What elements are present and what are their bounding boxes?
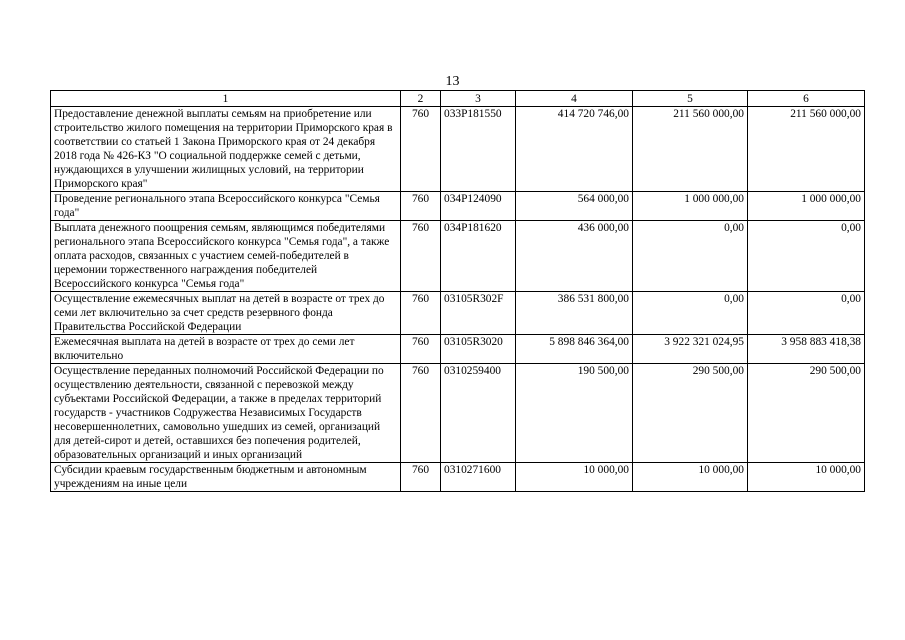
row-code: 760 [401, 292, 441, 335]
row-code: 760 [401, 221, 441, 292]
header-col-5: 5 [633, 91, 748, 107]
row-sum-1: 414 720 746,00 [516, 107, 633, 192]
table-header-row [51, 91, 865, 107]
row-csr: 034P181620 [441, 221, 516, 292]
row-sum-1: 564 000,00 [516, 192, 633, 221]
row-sum-3: 211 560 000,00 [748, 107, 865, 192]
row-csr: 033P181550 [441, 107, 516, 192]
row-sum-1: 436 000,00 [516, 221, 633, 292]
row-sum-2: 211 560 000,00 [633, 107, 748, 192]
row-name: Ежемесячная выплата на детей в возрасте от трех до семи лет включительно [51, 335, 401, 364]
row-sum-1: 386 531 800,00 [516, 292, 633, 335]
row-name: Осуществление переданных полномочий Российской Федерации по осуществлению деятельности, связанной с перевозкой между субъектами Российской Федерации, а также в пределах территорий государств - участников Содружества Независимых Государств несовершеннолетних, самовольно ушедших из семей, организаций для детей-сирот и детей, оставшихся без попечения родителей, образовательных организаций и иных организаций [51, 364, 401, 463]
row-code: 760 [401, 107, 441, 192]
table-row [51, 107, 865, 192]
row-code: 760 [401, 192, 441, 221]
row-sum-2: 0,00 [633, 292, 748, 335]
header-col-2: 2 [401, 91, 441, 107]
row-code: 760 [401, 335, 441, 364]
row-name: Выплата денежного поощрения семьям, являющимся победителями регионального этапа Всероссийского конкурса "Семья года", а также оплата расходов, связанных с участием семей-победителей в церемонии торжественного награждения победителей Всероссийского конкурса "Семья года" [51, 221, 401, 292]
row-sum-3: 10 000,00 [748, 463, 865, 492]
row-name: Предоставление денежной выплаты семьям на приобретение или строительство жилого помещения на территории Приморского края в соответствии со статьей 1 Закона Приморского края от 24 декабря 2018 года № 426-КЗ "О социальной поддержке семей с детьми, нуждающихся в улучшении жилищных условий, на территории Приморского края" [51, 107, 401, 192]
row-name: Проведение регионального этапа Всероссийского конкурса "Семья года" [51, 192, 401, 221]
header-col-3: 3 [441, 91, 516, 107]
row-sum-2: 0,00 [633, 221, 748, 292]
row-sum-3: 290 500,00 [748, 364, 865, 463]
row-sum-3: 0,00 [748, 292, 865, 335]
row-sum-1: 5 898 846 364,00 [516, 335, 633, 364]
row-csr: 034P124090 [441, 192, 516, 221]
row-code: 760 [401, 364, 441, 463]
page-number: 13 [445, 74, 460, 89]
table-row [51, 221, 865, 292]
header-col-1: 1 [51, 91, 401, 107]
row-name: Субсидии краевым государственным бюджетным и автономным учреждениям на иные цели [51, 463, 401, 492]
row-sum-3: 1 000 000,00 [748, 192, 865, 221]
row-sum-2: 290 500,00 [633, 364, 748, 463]
row-name: Осуществление ежемесячных выплат на детей в возрасте от трех до семи лет включительно за счет средств резервного фонда Правительства Российской Федерации [51, 292, 401, 335]
table-row [51, 292, 865, 335]
row-sum-2: 10 000,00 [633, 463, 748, 492]
row-csr: 03105R3020 [441, 335, 516, 364]
row-sum-1: 10 000,00 [516, 463, 633, 492]
table-row [51, 463, 865, 492]
row-csr: 0310259400 [441, 364, 516, 463]
row-sum-2: 3 922 321 024,95 [633, 335, 748, 364]
row-csr: 0310271600 [441, 463, 516, 492]
budget-table [50, 90, 865, 492]
row-code: 760 [401, 463, 441, 492]
table-row [51, 192, 865, 221]
row-sum-3: 3 958 883 418,38 [748, 335, 865, 364]
header-col-4: 4 [516, 91, 633, 107]
row-sum-3: 0,00 [748, 221, 865, 292]
row-sum-2: 1 000 000,00 [633, 192, 748, 221]
row-sum-1: 190 500,00 [516, 364, 633, 463]
header-col-6: 6 [748, 91, 865, 107]
table-row [51, 364, 865, 463]
row-csr: 03105R302F [441, 292, 516, 335]
table-row [51, 335, 865, 364]
